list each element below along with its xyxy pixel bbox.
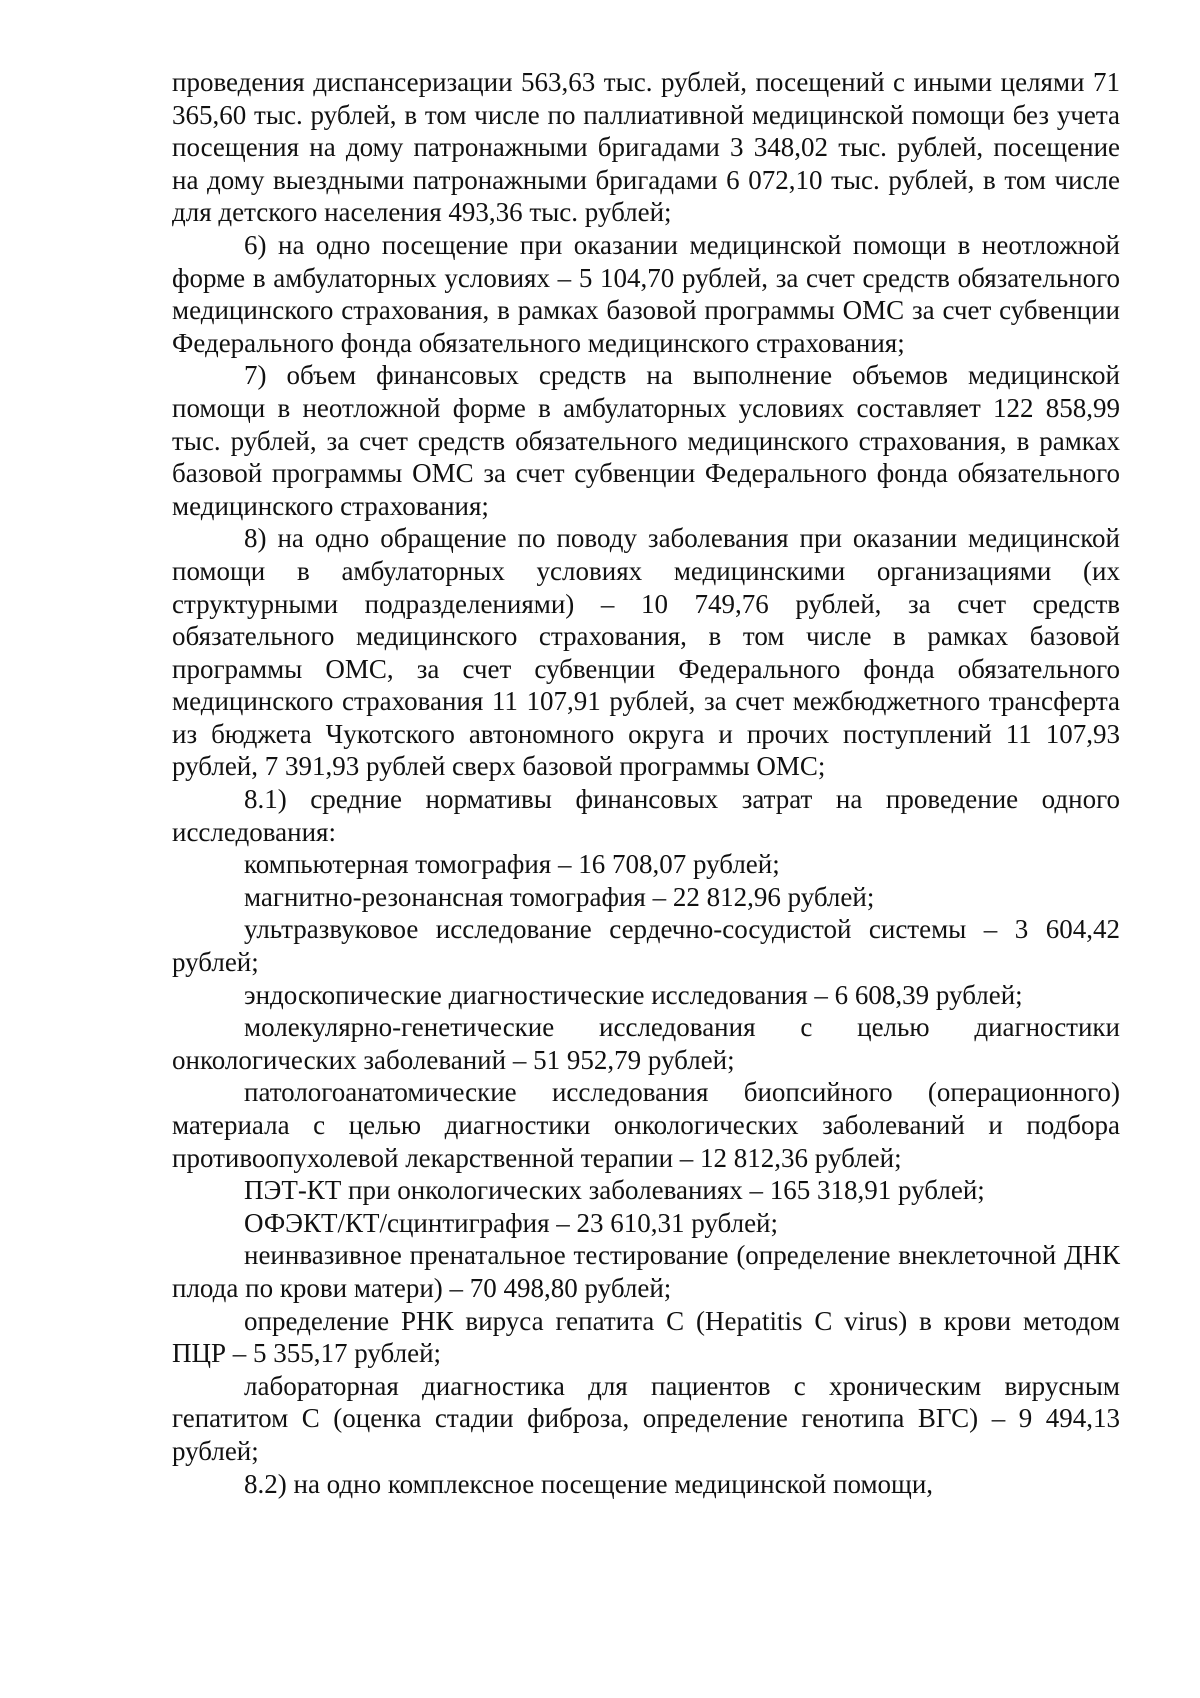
paragraph-item-8: 8) на одно обращение по поводу заболевания при оказании медицинской помощи в амбулаторных условиях медицинскими организациями (их структурными подразделениями) – 10 749,76 рублей, за счет средств обязательного медицинского страхования, в том числе в рамках базовой программы ОМС, за счет субвенции Федерального фонда обязательного медицинского страхования 11 107,91 рублей, за счет межбюджетного трансферта из бюджета Чукотского автономного округа и прочих поступлений 11 107,93 рублей, 7 391,93 рублей сверх базовой программы ОМС; [172, 523, 1120, 782]
list-item-prenatal-test: неинвазивное пренатальное тестирование (определение внеклеточной ДНК плода по крови матери) – 70 498,80 рублей; [172, 1240, 1120, 1303]
paragraph-item-6: 6) на одно посещение при оказании медицинской помощи в неотложной форме в амбулаторных условиях – 5 104,70 рублей, за счет средств обязательного медицинского страхования, в рамках базовой программы ОМС за счет субвенции Федерального фонда обязательного медицинского страхования; [172, 229, 1120, 358]
list-item-ct: компьютерная томография – 16 708,07 рублей; [244, 849, 780, 880]
list-item-hepatitis-rna: определение РНК вируса гепатита С (Hepatitis C virus) в крови методом ПЦР – 5 355,17 рублей; [172, 1305, 1120, 1369]
list-item-molecular-genetic: молекулярно-генетические исследования с целью диагностики онкологических заболеваний – 51 952,79 рублей; [172, 1012, 1120, 1075]
list-item-spect-ct: ОФЭКТ/КТ/сцинтиграфия – 23 610,31 рублей; [244, 1207, 779, 1238]
paragraph-item-8-1: 8.1) средние нормативы финансовых затрат на проведение одного исследования: [172, 784, 1120, 847]
list-item-mri: магнитно-резонансная томография – 22 812,96 рублей; [244, 881, 875, 912]
list-item-pathology: патологоанатомические исследования биопсийного (операционного) материала с целью диагностики онкологических заболеваний и подбора противоопухолевой лекарственной терапии – 12 812,36 рублей; [172, 1077, 1120, 1173]
paragraph-continuation: проведения диспансеризации 563,63 тыс. рублей, посещений с иными целями 71 365,60 тыс. рублей, в том числе по паллиативной медицинской помощи без учета посещения на дому патронажными бригадами 3 348,02 тыс. рублей, посещение на дому выездными патронажными бригадами 6 072,10 тыс. рублей, в том числе для детского населения 493,36 тыс. рублей; [172, 67, 1120, 228]
document-page [172, 66, 1120, 1500]
list-item-ultrasound: ультразвуковое исследование сердечно-сосудистой системы – 3 604,42 рублей; [172, 914, 1120, 978]
paragraph-item-7: 7) объем финансовых средств на выполнение объемов медицинской помощи в неотложной форме в амбулаторных условиях составляет 122 858,99 тыс. рублей, за счет средств обязательного медицинского страхования, в рамках базовой программы ОМС за счет субвенции Федерального фонда обязательного медицинского страхования; [172, 360, 1120, 521]
list-item-pet-ct: ПЭТ-КТ при онкологических заболеваниях – 165 318,91 рублей; [244, 1175, 985, 1206]
list-item-hepatitis-lab: лабораторная диагностика для пациентов с хроническим вирусным гепатитом С (оценка стадии фиброза, определение генотипа ВГС) – 9 494,13 рублей; [172, 1370, 1120, 1466]
list-item-endoscopy: эндоскопические диагностические исследования – 6 608,39 рублей; [244, 979, 1023, 1010]
paragraph-item-8-2: 8.2) на одно комплексное посещение медицинской помощи, [244, 1468, 934, 1499]
